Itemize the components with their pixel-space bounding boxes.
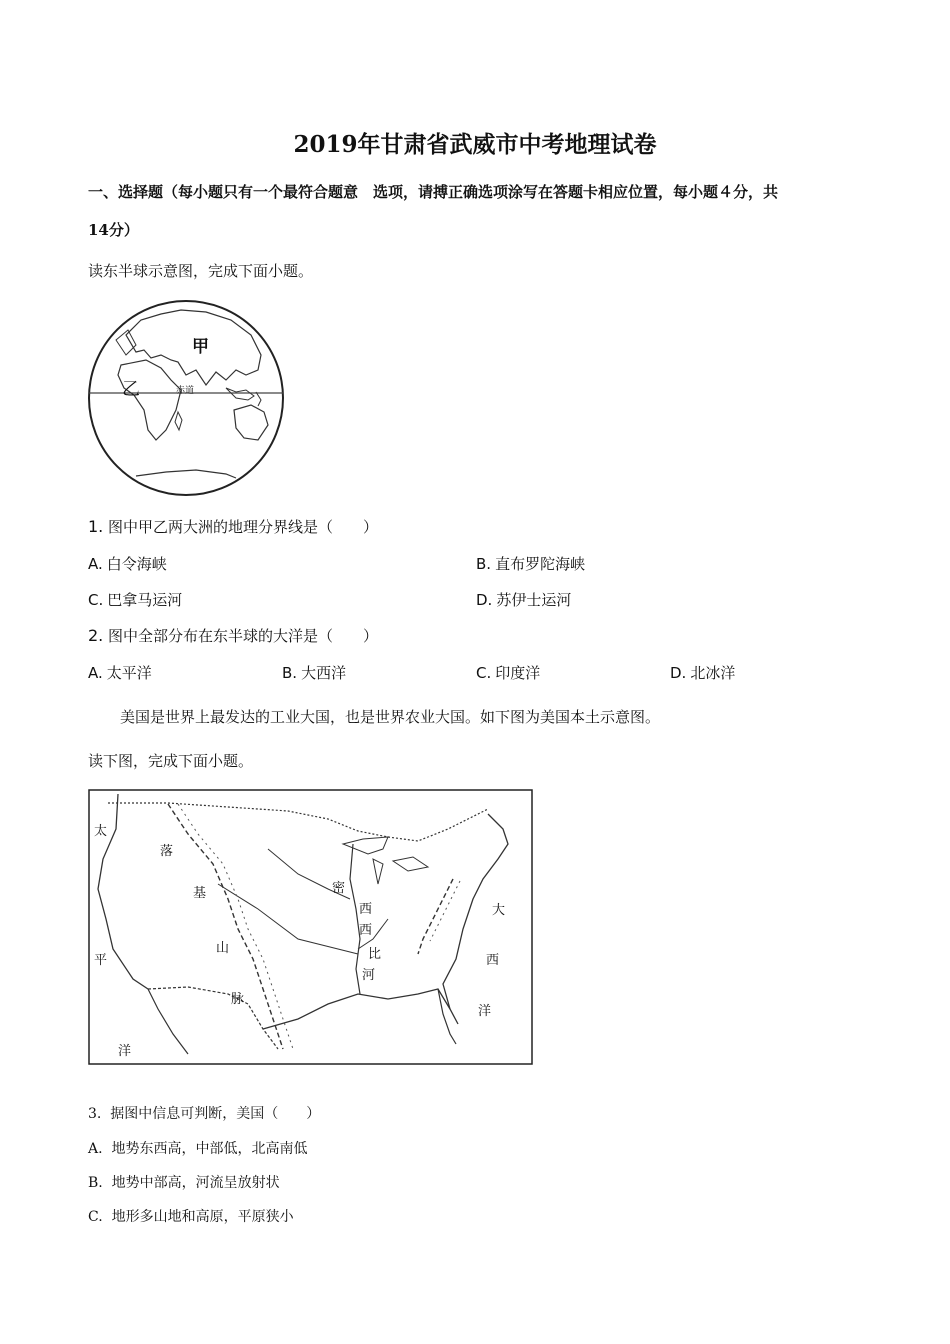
q3-option-c[interactable]: C. 地形多山地和高原，平原狭小 [88,1209,294,1225]
q2-option-a[interactable]: A. 太平洋 [88,664,152,682]
question-text: 图中甲乙两大洲的地理分界线是（ ） [108,518,379,536]
page-title: 2019年甘肃省武威市中考地理试卷 [293,131,657,158]
reading-prompt-2: 读下图，完成下面小题。 [88,752,254,770]
question-number: 2. [88,626,104,645]
eastern-hemisphere-map [86,300,286,496]
label-yi: 乙 [122,379,140,400]
usa-map [88,789,533,1065]
q2-option-c[interactable]: C. 印度洋 [476,664,541,682]
label-xi-east: 西 [486,953,500,968]
label-bi: 比 [368,947,382,962]
label-ping: 平 [94,953,108,968]
q1-option-d[interactable]: D. 苏伊士运河 [476,591,572,609]
q2-option-b[interactable]: B. 大西洋 [282,664,347,682]
passage-usa: 美国是世界上最发达的工业大国，也是世界农业大国。如下图为美国本土示意图。 [120,708,661,726]
label-luo: 落 [160,844,174,859]
reading-prompt-1: 读东半球示意图，完成下面小题。 [88,262,314,280]
section-heading: 一、选择题（每小题只有一个最符合题意 选项，请搏正确选项涂写在答题卡相应位置，每小题４分，共 [88,183,779,201]
label-shan: 山 [216,941,230,956]
label-yang-east: 洋 [478,1004,492,1019]
label-mai: 脉 [231,992,245,1007]
label-xi-1: 西 [359,902,373,917]
label-yang-west: 洋 [118,1044,132,1059]
label-he: 河 [362,968,376,983]
label-equator: 赤道 [176,386,195,396]
label-mi: 密 [332,881,346,896]
q1-option-a[interactable]: A. 白令海峡 [88,555,167,573]
hemisphere-figure [86,300,286,496]
question-text: 图中全部分布在东半球的大洋是（ ） [108,627,379,645]
question-number: 3. [88,1106,102,1122]
label-ji: 基 [193,886,207,901]
question-number: 1. [88,517,104,536]
q1-option-c[interactable]: C. 巴拿马运河 [88,591,183,609]
label-da: 大 [492,903,506,918]
q2-option-d[interactable]: D. 北冰洋 [670,664,736,682]
q3-option-a[interactable]: A. 地势东西高，中部低，北高南低 [88,1141,308,1157]
question-text: 据图中信息可判断，美国（ ） [110,1106,321,1122]
question-1 [88,516,378,537]
question-2 [88,625,378,646]
q1-option-b[interactable]: B. 直布罗陀海峡 [476,555,586,573]
section-heading-cont: 14分） [88,221,139,239]
label-jia: 甲 [192,337,209,357]
question-3 [88,1103,320,1123]
label-xi-2: 西 [359,923,373,938]
label-tai: 太 [94,824,108,839]
usa-figure [88,789,533,1065]
q3-option-b[interactable]: B. 地势中部高，河流呈放射状 [88,1175,280,1191]
